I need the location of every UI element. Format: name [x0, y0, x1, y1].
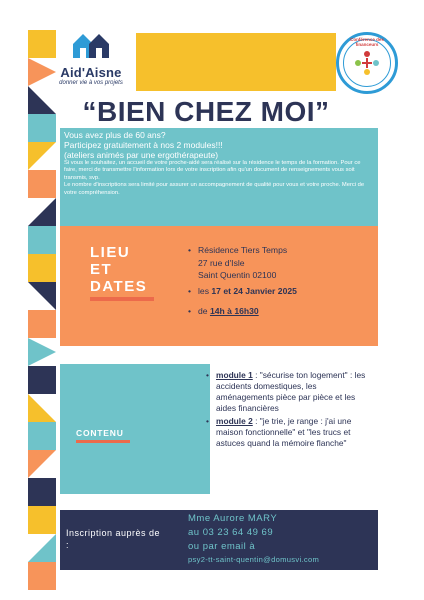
intro-line: (ateliers animés par une ergothérapeute) [64, 150, 219, 160]
deco-tile [28, 86, 56, 114]
header-yellow-band [136, 33, 336, 91]
deco-tile [28, 310, 56, 338]
intro-line: Participez gratuitement à nos 2 modules!!! [64, 140, 223, 150]
deco-tile [28, 562, 56, 590]
deco-tile [28, 338, 56, 366]
deco-tile [28, 450, 56, 478]
contact-phone: au 03 23 64 49 69 [188, 527, 274, 538]
lieu-dates-list [188, 244, 374, 318]
module2-text: : "je trie, je range : j'ai une maison fonctionnelle" et "les trucs et astuces quand la mémoire flanche" [216, 416, 352, 448]
deco-tile [28, 506, 56, 534]
module2-label: module 2 [216, 416, 253, 426]
contact-email[interactable]: psy2-tt-saint-quentin@domusvi.com [188, 555, 320, 564]
intro-panel [60, 128, 378, 228]
residence-name: Résidence Tiers Temps [198, 245, 288, 255]
deco-tile [28, 198, 56, 226]
list-item: • les 17 et 24 Janvier 2025 [188, 285, 297, 296]
deco-tile [28, 58, 56, 86]
contact-name: Mme Aurore MARY [188, 513, 278, 524]
list-item: • module 1 : "sécurise ton logement" : les accidents domestiques, les aménagements pièce par pièce et les aides financières [206, 370, 366, 413]
contact-info [188, 512, 378, 554]
intro-note: Le nombre d'inscriptions sera limité pour assurer un accompagnement de qualité pour vous et votre proche. Merci de votre compréhension. [64, 182, 365, 196]
intro-line: Vous avez plus de 60 ans? [64, 130, 166, 140]
logo-tagline: donner vie à vos projets [59, 80, 123, 86]
deco-tile [28, 114, 56, 142]
logo-title: Aid'Aisne [60, 65, 122, 80]
deco-tile [28, 394, 56, 422]
module1-label: module 1 [216, 370, 253, 380]
inscription-panel [60, 510, 378, 570]
residence-city: Saint Quentin 02100 [198, 270, 277, 280]
deco-tile [28, 422, 56, 450]
list-item: • de 14h à 16h30 [188, 306, 259, 316]
deco-tile [28, 366, 56, 394]
accent-bar [76, 440, 130, 443]
badge-text: Conférence des financeurs [350, 37, 384, 47]
deco-tile [28, 30, 56, 58]
contact-mail-intro: ou par email à [188, 541, 256, 552]
contenu-heading: CONTENU [76, 428, 124, 438]
inscription-label: Inscription auprès de : [66, 528, 161, 550]
list-item: • Résidence Tiers Temps 27 rue d'Isle Saint Quentin 02100 [198, 244, 374, 282]
lieu-dates-panel [60, 226, 378, 346]
deco-tile [28, 478, 56, 506]
deco-tile [28, 142, 56, 170]
deco-tile [28, 282, 56, 310]
lieu-dates-heading: LIEU ET DATES [90, 244, 148, 295]
dates-value: 17 et 24 Janvier 2025 [211, 285, 297, 296]
deco-tile [28, 170, 56, 198]
people-circle-icon [353, 49, 381, 77]
deco-tile [28, 254, 56, 282]
aidaisne-logo [58, 30, 124, 86]
houses-icon [71, 30, 111, 60]
residence-street: 27 rue d'Isle [198, 257, 245, 268]
module1-text: : "sécurise ton logement" : les accidents domestiques, les aménagements pièce par pièce et les aides financières [216, 370, 366, 413]
deco-tile [28, 226, 56, 254]
time-value: 14h à 16h30 [209, 306, 259, 316]
accent-bar [90, 297, 154, 301]
intro-note: Si vous le souhaitez, un accueil de votre proche-aidé sera réalisé sur la résidence le temps de la formation. Pour ce faire, merci de transmettre l'information lors de votre inscription afin qu'un document de renseignements vous soit transmis, svp. [64, 160, 361, 181]
conference-badge [336, 32, 398, 94]
module-list [206, 370, 376, 449]
page-title: “BIEN CHEZ MOI” [82, 96, 330, 127]
contenu-panel [60, 364, 210, 494]
list-item: • module 2 : "je trie, je range : j'ai une maison fonctionnelle" et "les trucs et astuces quand la mémoire flanche" [206, 416, 352, 448]
deco-tile [28, 534, 56, 562]
